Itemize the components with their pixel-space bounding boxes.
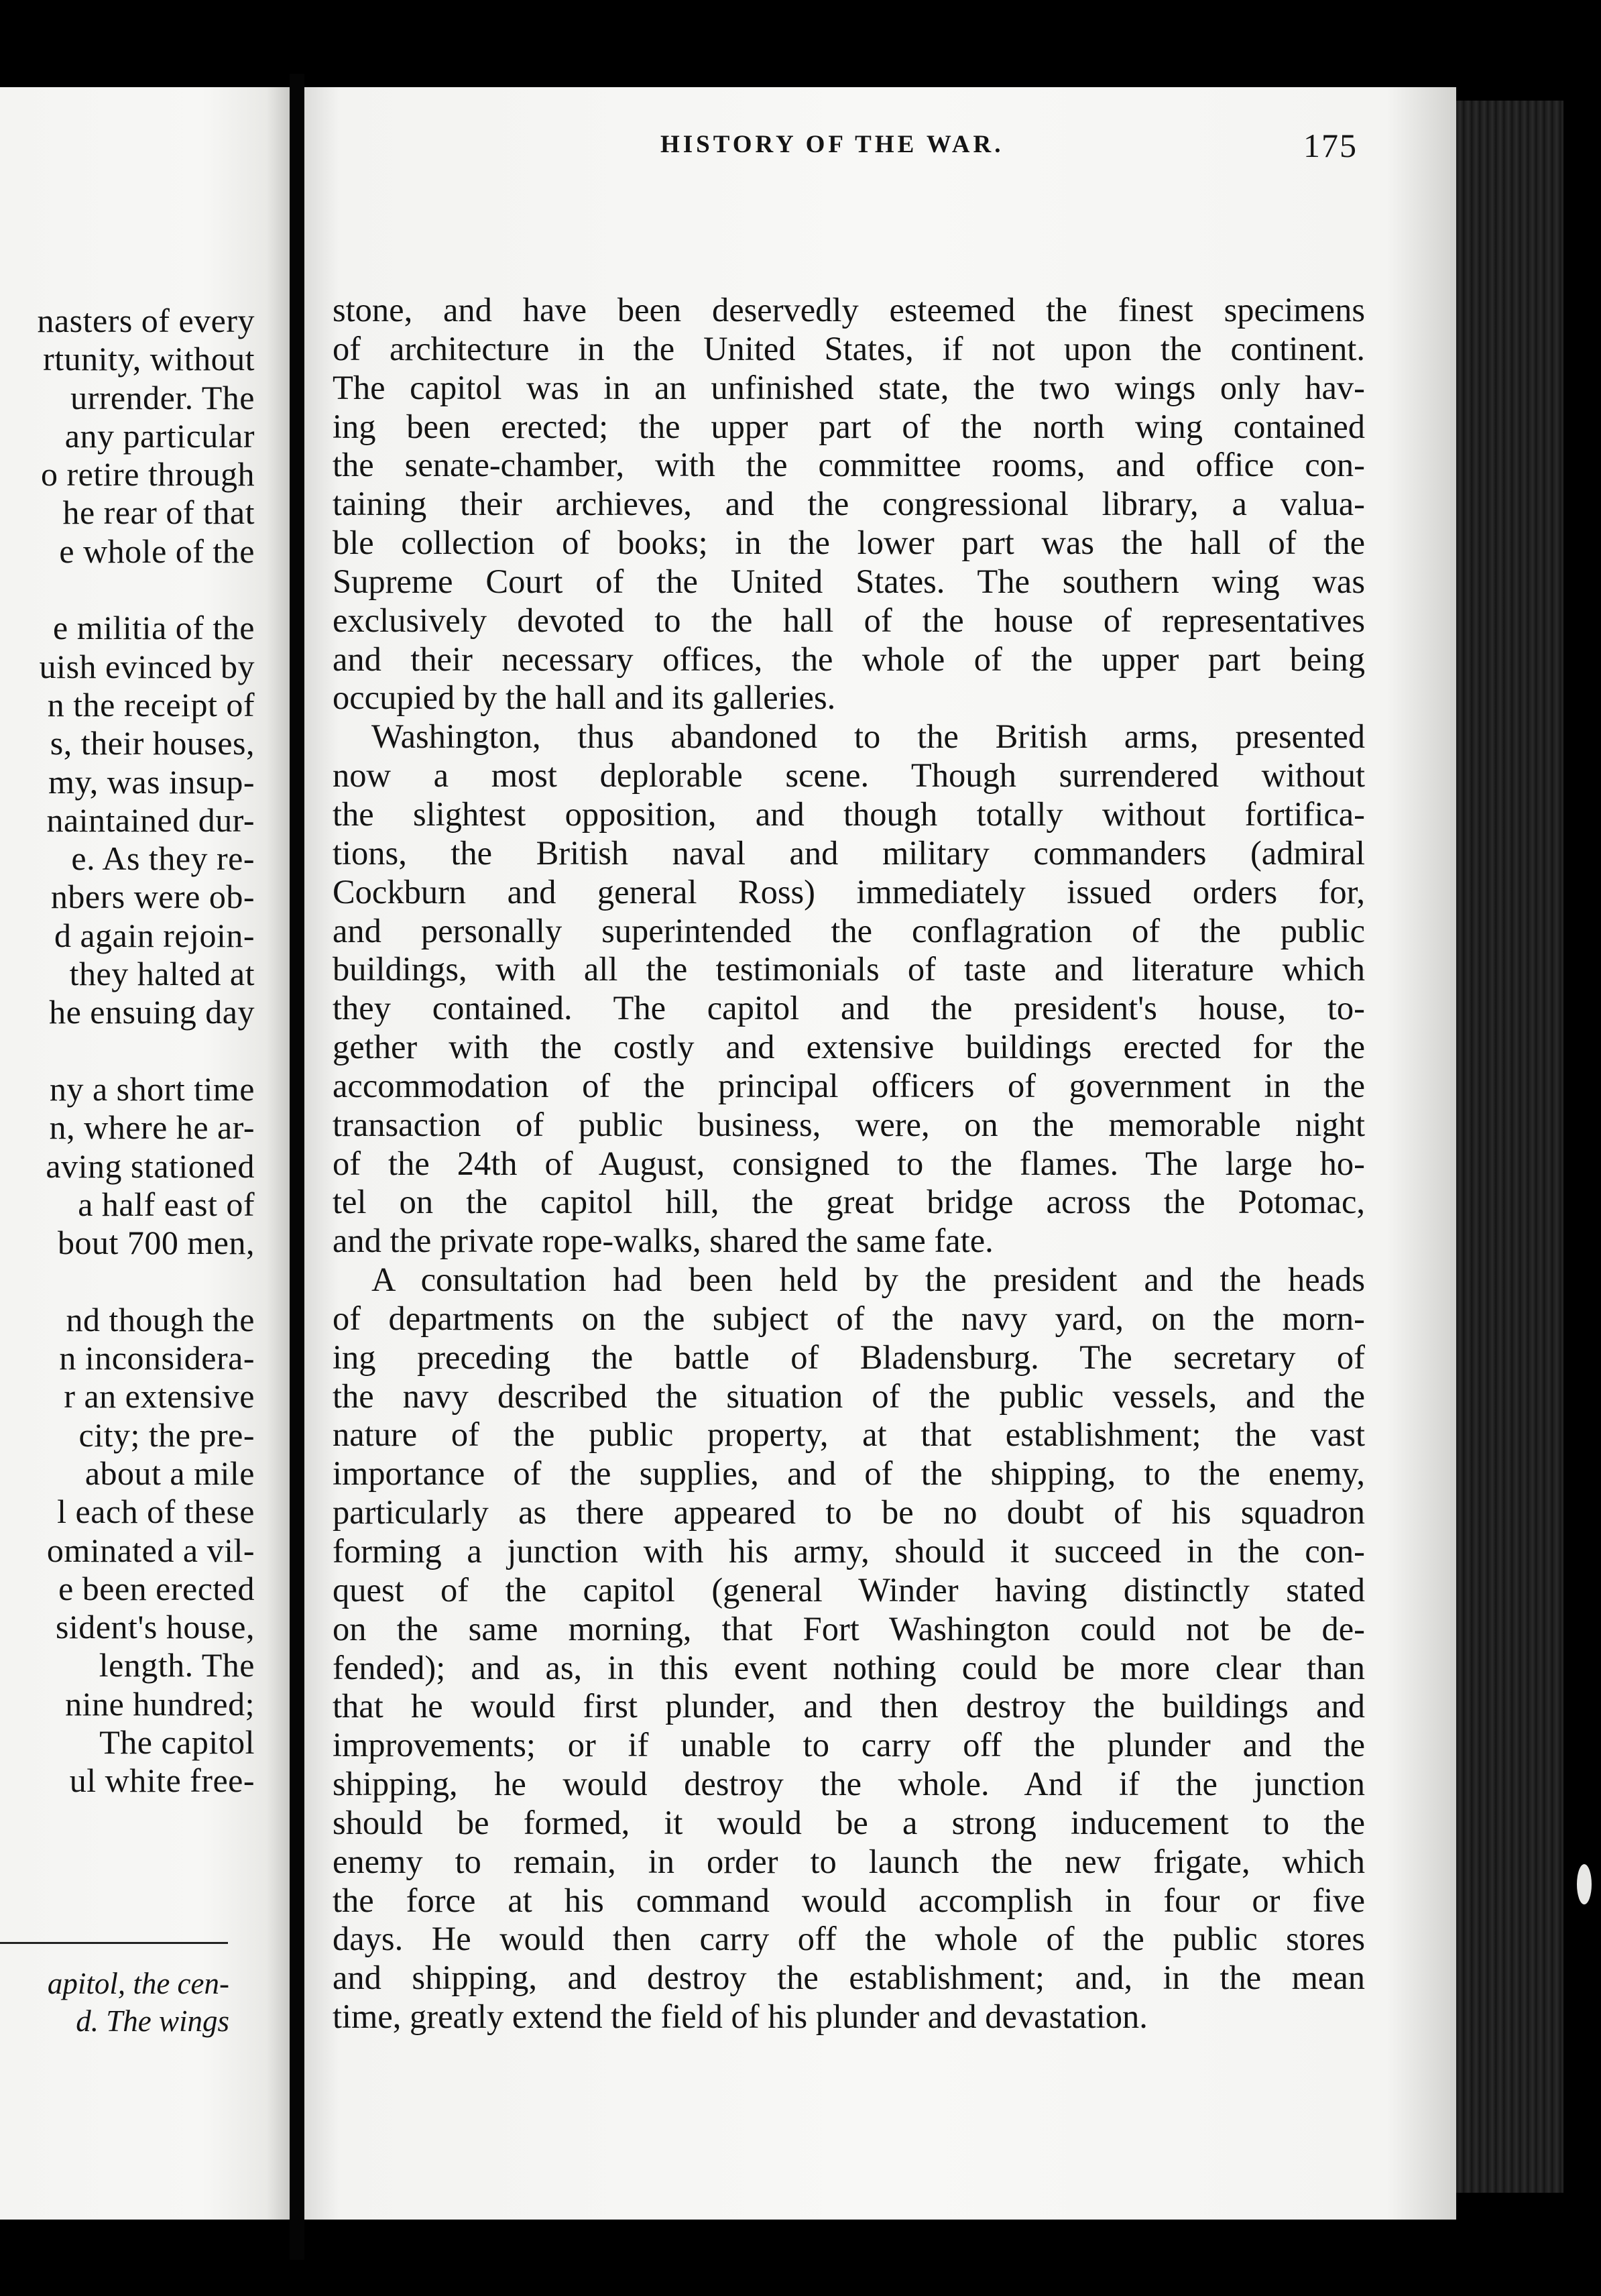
text-line: The capitol was in an unfinished state, the two wings only hav- bbox=[333, 368, 1365, 406]
text-line: they halted at bbox=[69, 955, 255, 993]
text-line: tel on the capitol hill, the great bridge across the Potomac, bbox=[333, 1183, 1365, 1221]
text-line: n, where he ar- bbox=[49, 1108, 255, 1147]
text-line: Supreme Court of the United States. The southern wing was bbox=[333, 562, 1365, 600]
text-line: ul white free- bbox=[69, 1762, 255, 1800]
text-line: ing been erected; the upper part of the north wing contained bbox=[333, 407, 1365, 445]
left-page-footnote bbox=[48, 1965, 229, 2040]
text-line: Washington, thus abandoned to the British arms, presented bbox=[371, 718, 1365, 756]
text-line: should be formed, it would be a strong inducement to the bbox=[333, 1803, 1365, 1841]
text-line: gether with the costly and extensive buildings erected for the bbox=[333, 1028, 1365, 1066]
text-line: about a mile bbox=[84, 1454, 255, 1492]
text-line: d again rejoin- bbox=[54, 916, 255, 954]
text-line: A consultation had been held by the president and the heads bbox=[371, 1261, 1365, 1299]
text-line: ny a short time bbox=[49, 1070, 255, 1108]
paragraph-gap bbox=[37, 1262, 255, 1300]
text-line: and personally superintended the conflagration of the public bbox=[333, 911, 1365, 950]
text-line: naintained dur- bbox=[46, 801, 255, 839]
text-line: and their necessary offices, the whole of the upper part being bbox=[333, 640, 1365, 678]
right-page-body-text bbox=[333, 291, 1365, 2036]
text-line: length. The bbox=[99, 1646, 255, 1684]
text-line: n inconsidera- bbox=[59, 1339, 255, 1377]
text-line: taining their archieves, and the congressional library, a valua- bbox=[333, 485, 1365, 523]
text-line: of the 24th of August, consigned to the flames. The large ho- bbox=[333, 1144, 1365, 1182]
text-line: The capitol bbox=[99, 1723, 255, 1761]
text-line: the navy described the situation of the public vessels, and the bbox=[333, 1377, 1365, 1415]
text-line: buildings, with all the testimonials of taste and literature which bbox=[333, 950, 1365, 988]
text-line: that he would first plunder, and then destroy the buildings and bbox=[333, 1687, 1365, 1725]
text-line: nasters of every bbox=[37, 302, 255, 339]
text-line: stone, and have been deservedly esteemed the finest specimens bbox=[333, 291, 1365, 329]
text-line: n the receipt of bbox=[47, 685, 255, 724]
footnote-line: apitol, the cen- bbox=[47, 1967, 229, 2000]
left-page bbox=[0, 87, 290, 2220]
paragraph-gap bbox=[37, 571, 255, 609]
text-line: sident's house, bbox=[55, 1608, 255, 1646]
text-line: the senate-chamber, with the committee rooms, and office con- bbox=[333, 446, 1365, 484]
text-line: days. He would then carry off the whole of the public stores bbox=[333, 1920, 1365, 1958]
text-line: now a most deplorable scene. Though surrendered without bbox=[333, 756, 1365, 795]
text-line: the force at his command would accomplish in four or five bbox=[333, 1881, 1365, 1919]
text-line: forming a junction with his army, should it succeed in the con- bbox=[333, 1532, 1365, 1570]
text-line: nd though the bbox=[66, 1300, 255, 1338]
page-edges bbox=[1456, 101, 1563, 2193]
text-line: transaction of public business, were, on the memorable night bbox=[333, 1105, 1365, 1143]
text-line: and the private rope-walks, shared the same fate. bbox=[333, 1222, 994, 1260]
text-line: shipping, he would destroy the whole. And if the junction bbox=[333, 1765, 1365, 1803]
text-line: city; the pre- bbox=[78, 1416, 255, 1454]
text-line: particularly as there appeared to be no doubt of his squadron bbox=[333, 1493, 1365, 1532]
book-gutter bbox=[290, 74, 304, 2260]
text-line: of architecture in the United States, if not upon the continent. bbox=[333, 329, 1365, 367]
page-edge-mark bbox=[1577, 1864, 1592, 1904]
text-line: occupied by the hall and its galleries. bbox=[333, 679, 836, 717]
text-line: nature of the public property, at that establishment; the vast bbox=[333, 1416, 1365, 1454]
text-line: importance of the supplies, and of the shipping, to the enemy, bbox=[333, 1454, 1365, 1493]
text-line: on the same morning, that Fort Washington could not be de- bbox=[333, 1609, 1365, 1648]
text-line: ble collection of books; in the lower part was the hall of the bbox=[333, 524, 1365, 562]
text-line: time, greatly extend the field of his plunder and devastation. bbox=[333, 1998, 1148, 2036]
text-line: ominated a vil- bbox=[46, 1531, 255, 1569]
text-line: tions, the British naval and military commanders (admiral bbox=[333, 834, 1365, 872]
text-line: of departments on the subject of the navy yard, on the morn- bbox=[333, 1299, 1365, 1337]
text-line: improvements; or if unable to carry off the plunder and the bbox=[333, 1726, 1365, 1764]
footnote-line: d. The wings bbox=[76, 2004, 229, 2038]
text-line: accommodation of the principal officers of government in the bbox=[333, 1066, 1365, 1104]
text-line: ing preceding the battle of Bladensburg. The secretary of bbox=[333, 1338, 1365, 1376]
left-page-text bbox=[37, 302, 255, 1800]
text-line: bout 700 men, bbox=[58, 1224, 255, 1262]
running-head bbox=[355, 126, 1388, 173]
text-line: l each of these bbox=[57, 1493, 255, 1531]
text-line: the slightest opposition, and though totally without fortifica- bbox=[333, 795, 1365, 833]
running-title: HISTORY OF THE WAR. bbox=[660, 131, 1004, 158]
text-line: aving stationed bbox=[46, 1147, 255, 1185]
text-line: e been erected bbox=[58, 1569, 255, 1607]
paragraph-gap bbox=[37, 1032, 255, 1070]
text-line: quest of the capitol (general Winder having distinctly stated bbox=[333, 1570, 1365, 1609]
text-line: e whole of the bbox=[59, 532, 255, 570]
text-line: e militia of the bbox=[53, 609, 255, 647]
text-line: enemy to remain, in order to launch the new frigate, which bbox=[333, 1842, 1365, 1880]
text-line: o retire through bbox=[40, 455, 255, 494]
text-line: exclusively devoted to the hall of the house of representatives bbox=[333, 601, 1365, 639]
text-line: urrender. The bbox=[70, 378, 255, 416]
text-line: a half east of bbox=[78, 1185, 255, 1223]
text-line: he ensuing day bbox=[49, 993, 255, 1031]
text-line: he rear of that bbox=[62, 494, 255, 532]
text-line: they contained. The capitol and the president's house, to- bbox=[333, 989, 1365, 1027]
text-line: r an extensive bbox=[64, 1377, 255, 1416]
text-line: any particular bbox=[64, 416, 255, 455]
text-line: rtunity, without bbox=[43, 340, 255, 378]
page-number: 175 bbox=[1303, 127, 1358, 164]
text-line: uish evinced by bbox=[39, 647, 255, 685]
text-line: nbers were ob- bbox=[50, 878, 255, 916]
text-line: my, was insup- bbox=[48, 762, 255, 801]
text-line: s, their houses, bbox=[50, 724, 255, 762]
text-line: fended); and as, in this event nothing could be more clear than bbox=[333, 1648, 1365, 1686]
footnote-rule bbox=[0, 1942, 228, 1944]
text-line: Cockburn and general Ross) immediately issued orders for, bbox=[333, 872, 1365, 911]
text-line: e. As they re- bbox=[71, 840, 255, 878]
text-line: and shipping, and destroy the establishment; and, in the mean bbox=[333, 1959, 1365, 1997]
text-line: nine hundred; bbox=[65, 1684, 255, 1723]
